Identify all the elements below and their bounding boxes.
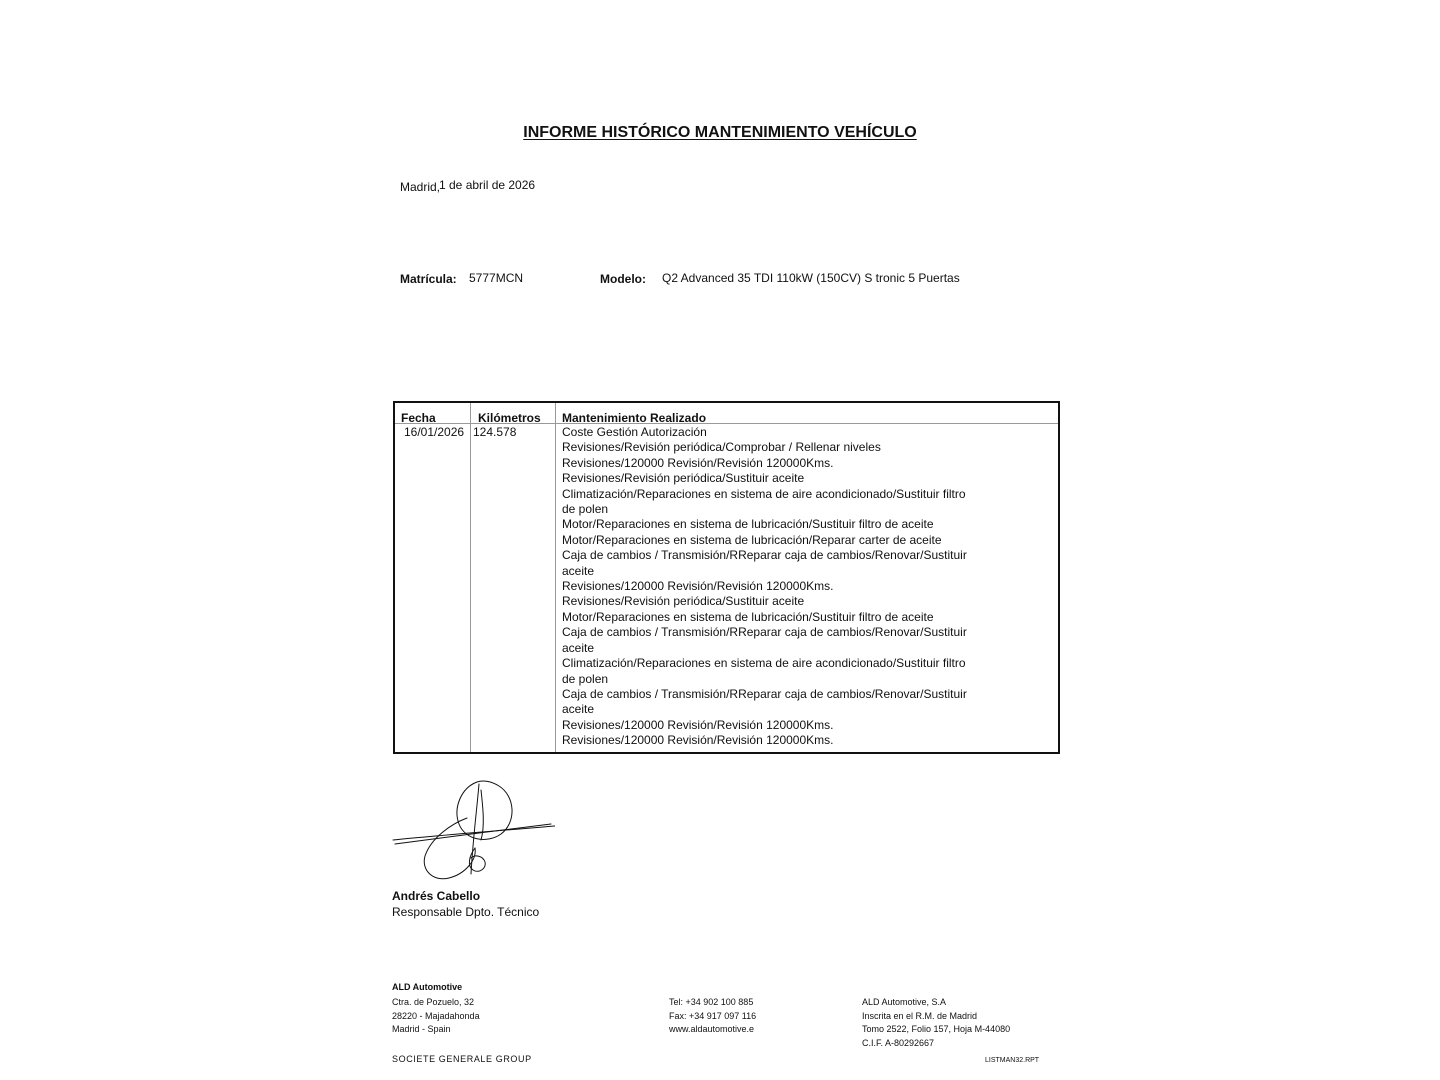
- maintenance-task: Motor/Reparaciones en sistema de lubricación/Sustituir filtro de aceite: [562, 609, 934, 624]
- maintenance-table: [393, 401, 1060, 754]
- maintenance-task: Motor/Reparaciones en sistema de lubricación/Sustituir filtro de aceite: [562, 517, 934, 532]
- signatory-role: Responsable Dpto. Técnico: [392, 905, 540, 919]
- maintenance-task: Climatización/Reparaciones en sistema de aire acondicionado/Sustituir filtro de polen: [562, 486, 966, 517]
- footer-address-line: 28220 - Majadahonda: [392, 1010, 480, 1021]
- footer-legal-line: ALD Automotive, S.A: [862, 997, 947, 1007]
- maintenance-task: Caja de cambios / Transmisión/RReparar caja de cambios/Renovar/Sustituir aceite: [562, 686, 967, 717]
- maintenance-task: Revisiones/Revisión periódica/Sustituir aceite: [562, 471, 805, 486]
- signatory-name: Andrés Cabello: [392, 889, 481, 903]
- header-maintenance: Mantenimiento Realizado: [562, 411, 707, 425]
- document-title: INFORME HISTÓRICO MANTENIMIENTO VEHÍCULO: [523, 124, 917, 141]
- footer-legal-line: Tomo 2522, Folio 157, Hoja M-44080: [862, 1024, 1011, 1035]
- plate-label: Matrícula:: [400, 272, 457, 286]
- header-km: Kilómetros: [478, 411, 541, 425]
- footer-address-line: Ctra. de Pozuelo, 32: [392, 997, 475, 1007]
- model-label: Modelo:: [600, 272, 646, 286]
- footer-company: ALD Automotive: [392, 982, 463, 992]
- footer-legal-line: Inscrita en el R.M. de Madrid: [862, 1010, 978, 1021]
- signature-image: [391, 778, 555, 884]
- model-value: Q2 Advanced 35 TDI 110kW (150CV) S tronic 5 Puertas: [662, 271, 960, 285]
- group-logo-text: SOCIETE GENERALE GROUP: [392, 1054, 532, 1064]
- maintenance-task-list: [562, 425, 982, 749]
- maintenance-task: Motor/Reparaciones en sistema de lubricación/Reparar carter de aceite: [562, 532, 942, 547]
- row-date: 16/01/2026: [404, 425, 465, 439]
- row-km: 124.578: [473, 425, 517, 439]
- plate-value: 5777MCN: [469, 271, 524, 285]
- maintenance-task: Coste Gestión Autorización: [562, 425, 707, 439]
- footer-address-line: Madrid - Spain: [392, 1024, 451, 1035]
- place-label: Madrid,: [400, 180, 441, 194]
- column-divider: [470, 403, 471, 752]
- maintenance-task: Revisiones/120000 Revisión/Revisión 120000Kms.: [562, 455, 834, 470]
- maintenance-task: Revisiones/120000 Revisión/Revisión 120000Kms.: [562, 717, 834, 732]
- maintenance-task: Revisiones/120000 Revisión/Revisión 120000Kms.: [562, 579, 834, 594]
- maintenance-task: Caja de cambios / Transmisión/RReparar caja de cambios/Renovar/Sustituir aceite: [562, 625, 967, 655]
- maintenance-task: Revisiones/Revisión periódica/Sustituir aceite: [562, 594, 805, 609]
- maintenance-task: Climatización/Reparaciones en sistema de aire acondicionado/Sustituir filtro de polen: [562, 656, 966, 686]
- column-divider: [555, 403, 556, 752]
- footer-contact: [669, 996, 756, 1037]
- maintenance-task: Revisiones/120000 Revisión/Revisión 120000Kms.: [562, 733, 834, 748]
- maintenance-task: Revisiones/Revisión periódica/Comprobar / Rellenar niveles: [562, 440, 881, 455]
- header-date: Fecha: [401, 411, 436, 425]
- footer-legal: [862, 996, 1010, 1050]
- report-date: 1 de abril de 2026: [439, 178, 536, 192]
- footer-website: www.aldautomotive.e: [669, 1024, 755, 1035]
- footer-fax: Fax: +34 917 097 116: [669, 1010, 757, 1021]
- report-code: LISTMAN32.RPT: [985, 1057, 1040, 1064]
- footer-phone: Tel: +34 902 100 885: [669, 997, 754, 1007]
- footer-legal-line: C.I.F. A-80292667: [862, 1037, 935, 1048]
- footer-address: [392, 996, 480, 1037]
- maintenance-task: Caja de cambios / Transmisión/RReparar caja de cambios/Renovar/Sustituir aceite: [562, 548, 967, 578]
